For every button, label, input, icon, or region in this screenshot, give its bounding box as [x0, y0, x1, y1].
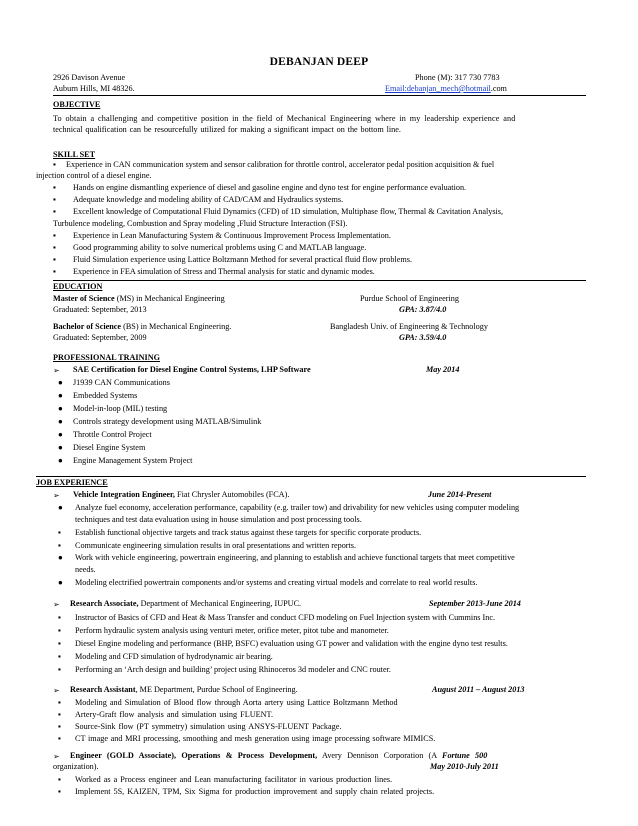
round-bullet-icon: ● [58, 430, 63, 439]
job3-org: , ME Department, Purdue School of Engineering. [135, 685, 298, 694]
small-bullet-icon: ▪ [58, 541, 61, 550]
job1-item: Modeling electrified powertrain components and/or systems and creating virtual models and correlate to real world results. [75, 578, 478, 587]
arrow-bullet-icon: ➢ [53, 366, 60, 375]
training-date: May 2014 [426, 365, 460, 374]
jobs-heading: JOB EXPERIENCE [36, 478, 108, 487]
bs-school: Bangladesh Univ. of Engineering & Technology [330, 322, 488, 331]
job1-title: Vehicle Integration Engineer, [73, 490, 175, 499]
arrow-bullet-icon: ➢ [53, 600, 60, 609]
skill-bullet: ▪ [53, 207, 56, 216]
job2-title: Research Associate, [70, 599, 139, 608]
job1-org: Fiat Chrysler Automobiles (FCA). [174, 490, 290, 499]
skill-item: Adequate knowledge and modeling ability of CAD/CAM and Hydraulics systems. [73, 195, 344, 204]
job2-item: Performing an ‘Arch design and building’ project using Rhinoceros 3d modeler and CNC router. [75, 665, 391, 674]
ms-degree-field: (MS) in Mechanical Engineering [114, 294, 225, 303]
job2-org: Department of Mechanical Engineering, IUPUC. [138, 599, 302, 608]
job3-item: Modeling and Simulation of Blood flow through Aorta artery using Lattice Boltzmann Method [75, 698, 398, 707]
small-bullet-icon: ▪ [58, 722, 61, 731]
job2-date: September 2013-June 2014 [429, 599, 521, 608]
training-item: Engine Management System Project [73, 456, 193, 465]
skills-heading: SKILL SET [53, 150, 96, 159]
bs-gpa: GPA: 3.59/4.0 [399, 333, 447, 342]
address-line-2: Auburn Hills, MI 48326. [53, 84, 135, 93]
small-bullet-icon: ▪ [58, 775, 61, 784]
small-bullet-icon: ▪ [58, 652, 61, 661]
job2-item: Perform hydraulic system analysis using venturi meter, orifice meter, pitot tube and manometer. [75, 626, 389, 635]
job1-date: June 2014-Present [428, 490, 492, 499]
job2-header [70, 599, 301, 608]
job3-item: Artery-Graft flow analysis and simulation using FLUENT. [75, 710, 273, 719]
skill-item: Hands on engine dismantling experience of diesel and gasoline engine and dyno test for engine performance evaluation. [73, 183, 467, 192]
header-rule [53, 95, 586, 96]
job1-header [73, 490, 289, 499]
ms-graduated: Graduated: September, 2013 [53, 305, 147, 314]
small-bullet-icon: ▪ [58, 639, 61, 648]
skill-bullet: ▪ [53, 243, 56, 252]
round-bullet-icon: ● [58, 391, 63, 400]
job3-header [70, 685, 298, 694]
job4-item: Implement 5S, KAIZEN, TPM, Six Sigma for production improvement and supply chain related projects. [75, 787, 435, 796]
small-bullet-icon: ▪ [58, 626, 61, 635]
job1-item-cont: needs. [75, 565, 96, 574]
skill-bullet: ▪ [53, 183, 56, 192]
skill-bullet: ▪ [53, 267, 56, 276]
skill-item: Good programming ability to solve numerical problems using C and MATLAB language. [73, 243, 367, 252]
job4-org-cont: organization). [53, 762, 99, 771]
education-rule [53, 280, 586, 281]
round-bullet-icon: ● [58, 503, 63, 512]
objective-line-2: technical qualification can be resourcefully utilized for making a significant impact on the bottom line. [53, 125, 401, 134]
arrow-bullet-icon: ➢ [53, 686, 60, 695]
job4-header [70, 751, 487, 760]
ms-degree-name: Master of Science [53, 294, 115, 303]
job3-title: Research Assistant [70, 685, 136, 694]
email-label: Email: [385, 84, 407, 93]
round-bullet-icon: ● [58, 378, 63, 387]
skill-item: Experience in CAN communication system and sensor calibration for throttle control, accelerator pedal position acquisition & fuel [66, 160, 495, 169]
job2-item: Modeling and CFD simulation of hydrodynamic air bearing. [75, 652, 273, 661]
bs-degree-name: Bachelor of Science [53, 322, 122, 331]
job1-item: Communicate engineering simulation results in oral presentations and written reports. [75, 541, 357, 550]
round-bullet-icon: ● [58, 404, 63, 413]
skill-item: Excellent knowledge of Computational Fluid Dynamics (CFD) of 1D simulation, Multiphase flow, Thermal & Cavitation Analysis, [73, 207, 504, 216]
round-bullet-icon: ● [58, 443, 63, 452]
arrow-bullet-icon: ➢ [53, 491, 60, 500]
arrow-bullet-icon: ➢ [53, 752, 60, 761]
ms-school: Purdue School of Engineering [360, 294, 459, 303]
training-title: SAE Certification for Diesel Engine Control Systems, LHP Software [73, 365, 311, 374]
job2-item: Diesel Engine modeling and performance (BHP, BSFC) evaluation using GT power and validation with the engine dyno test results. [75, 639, 508, 648]
skill-bullet: ▪ [53, 160, 56, 169]
round-bullet-icon: ● [58, 553, 63, 562]
education-heading: EDUCATION [53, 282, 103, 291]
job4-item: Worked as a Process engineer and Lean manufacturing facilitator in various production lines. [75, 775, 393, 784]
job3-item: CT image and MRI processing, smoothing and mesh generation using image processing software MIMICS. [75, 734, 436, 743]
skill-item: Experience in FEA simulation of Stress and Thermal analysis for static and dynamic modes. [73, 267, 375, 276]
job1-item: Establish functional objective targets and track status against these targets for specific corporate products. [75, 528, 422, 537]
job3-date: August 2011 – August 2013 [432, 685, 525, 694]
small-bullet-icon: ▪ [58, 734, 61, 743]
bs-degree [53, 322, 231, 331]
small-bullet-icon: ▪ [58, 613, 61, 622]
ms-degree [53, 294, 225, 303]
phone: Phone (M): 317 730 7783 [415, 73, 500, 82]
skill-item-cont: Turbulence modeling, Combustion and Spray modeling ,Fluid Structure Interaction (FSI). [53, 219, 348, 228]
job1-item: Analyze fuel economy, acceleration performance, capability (e.g. trailer tow) and drivability for new vehicles using computer modeling [75, 503, 520, 512]
candidate-name: DEBANJAN DEEP [269, 56, 369, 68]
email-link[interactable]: debanjan_mech@hotmail [406, 84, 491, 93]
job1-item-cont: techniques and test data evaluation using in house simulation and post processing tools. [75, 515, 362, 524]
training-item: Model-in-loop (MIL) testing [73, 404, 168, 413]
skill-item: Experience in Lean Manufacturing System & Continuous Improvement Process Implementation. [73, 231, 391, 240]
skill-bullet: ▪ [53, 195, 56, 204]
training-heading: PROFESSIONAL TRAINING [53, 353, 160, 362]
job4-org: Avery Dennison Corporation (A [317, 751, 442, 760]
training-item: Controls strategy development using MATLAB/Simulink [73, 417, 262, 426]
address-line-1: 2926 Davison Avenue [53, 73, 126, 82]
round-bullet-icon: ● [58, 417, 63, 426]
job3-item: Source-Sink flow (PT symmetry) simulation using ANSYS-FLUENT Package. [75, 722, 342, 731]
objective-line-1: To obtain a challenging and competitive position in the field of Mechanical Engineering where in my leadership experience and [53, 114, 516, 123]
small-bullet-icon: ▪ [58, 528, 61, 537]
skill-item-cont: injection control of a diesel engine. [36, 171, 152, 180]
skill-bullet: ▪ [53, 231, 56, 240]
small-bullet-icon: ▪ [58, 698, 61, 707]
jobs-rule [36, 476, 586, 477]
job4-title: Engineer (GOLD Associate), Operations & Process Development, [70, 751, 318, 760]
small-bullet-icon: ▪ [58, 710, 61, 719]
objective-heading: OBJECTIVE [53, 100, 101, 109]
skill-bullet: ▪ [53, 255, 56, 264]
email [385, 84, 507, 93]
round-bullet-icon: ● [58, 578, 63, 587]
training-item: Embedded Systems [73, 391, 138, 400]
small-bullet-icon: ▪ [58, 787, 61, 796]
job2-item: Instructor of Basics of CFD and Heat & Mass Transfer and conduct CFD modeling on Fuel Injection system with Cummins Inc. [75, 613, 496, 622]
training-item: J1939 CAN Communications [73, 378, 170, 387]
training-item: Throttle Control Project [73, 430, 152, 439]
skill-item: Fluid Simulation experience using Lattice Boltzmann Method for several practical fluid flow problems. [73, 255, 413, 264]
bs-graduated: Graduated: September, 2009 [53, 333, 147, 342]
job4-fortune: Fortune 500 [442, 751, 488, 760]
ms-gpa: GPA: 3.87/4.0 [399, 305, 447, 314]
training-item: Diesel Engine System [73, 443, 146, 452]
small-bullet-icon: ▪ [58, 665, 61, 674]
job4-date: May 2010-July 2011 [430, 762, 499, 771]
bs-degree-field: (BS) in Mechanical Engineering. [121, 322, 232, 331]
round-bullet-icon: ● [58, 456, 63, 465]
job1-item: Work with vehicle engineering, powertrain engineering, and planning to establish and achieve functional targets that meet competitive [75, 553, 515, 562]
email-tail: .com [490, 84, 507, 93]
